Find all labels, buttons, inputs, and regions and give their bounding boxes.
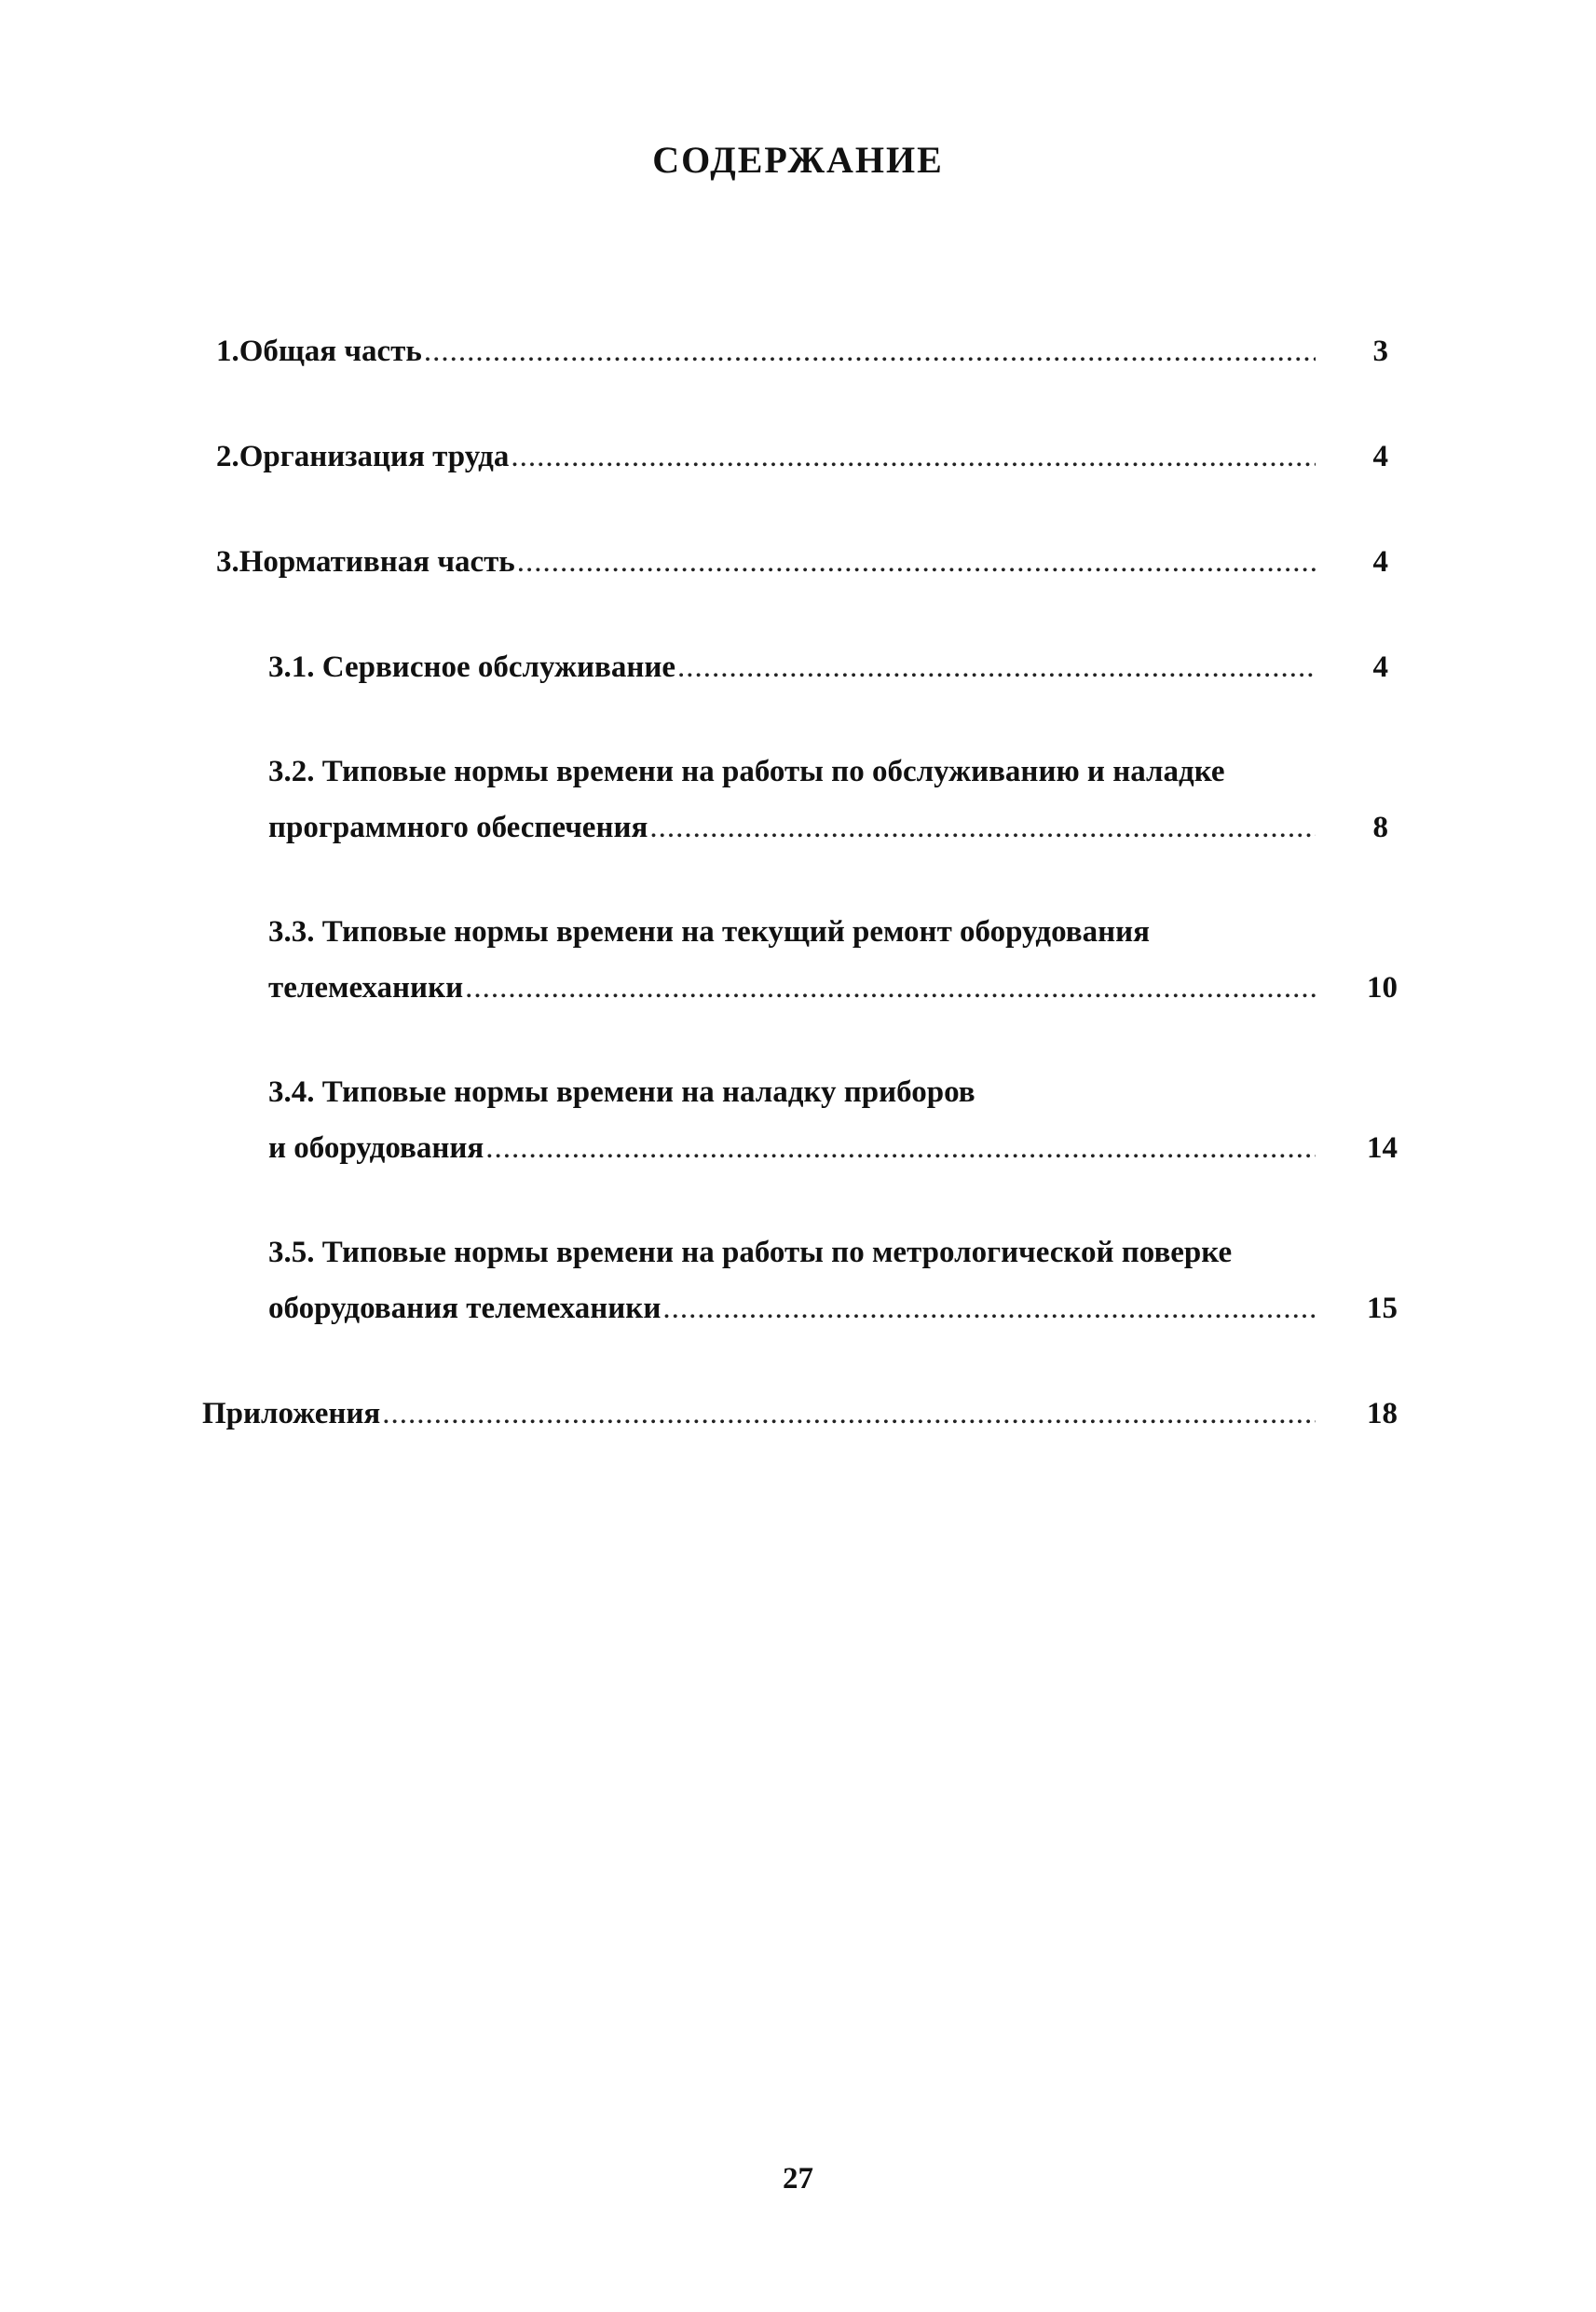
- toc-entry-appendix: [202, 1395, 1316, 1432]
- toc-entry-page: 4: [1372, 440, 1388, 473]
- toc-entry-1: [216, 333, 1316, 370]
- toc-entry-title: Организация труда: [239, 440, 510, 473]
- toc-entry-3-3: [268, 969, 1316, 1006]
- toc-entry-3-5-line1: 3.5. Типовые нормы времени на работы по метрологической поверке: [268, 1236, 1233, 1269]
- toc-entry-number: 1.: [216, 335, 239, 368]
- toc-entry-page: 10: [1367, 971, 1398, 1005]
- toc-entry-title: программного обеспечения: [268, 811, 648, 844]
- toc-entry-3: [216, 543, 1316, 581]
- toc-entry-3-4-line1: 3.4. Типовые нормы времени на наладку приборов: [268, 1075, 975, 1109]
- toc-entry-3-5: [268, 1290, 1316, 1327]
- toc-entry-3-4: [268, 1129, 1316, 1167]
- toc-entry-page: 3: [1372, 335, 1388, 368]
- toc-entry-3-1: [268, 649, 1316, 686]
- toc-entry-title: 3.1. Сервисное обслуживание: [268, 650, 676, 684]
- toc-entry-page: 8: [1372, 811, 1388, 844]
- toc-entry-page: 4: [1372, 650, 1388, 684]
- toc-entry-page: 15: [1367, 1292, 1398, 1325]
- toc-entry-3-2-line1: 3.2. Типовые нормы времени на работы по обслуживанию и наладке: [268, 755, 1225, 788]
- toc-entry-page: 14: [1367, 1131, 1398, 1165]
- toc-leader-dots: [662, 1290, 1316, 1327]
- toc-leader-dots: [649, 809, 1316, 846]
- page-title: СОДЕРЖАНИЕ: [652, 139, 944, 181]
- toc-entry-title: оборудования телемеханики: [268, 1292, 662, 1325]
- toc-leader-dots: [465, 969, 1316, 1006]
- toc-leader-dots: [485, 1129, 1316, 1167]
- toc-entry-number: 2.: [216, 440, 239, 473]
- page-number: 27: [783, 2162, 813, 2196]
- toc-entry-number: 3.: [216, 545, 239, 579]
- toc-entry-page: 4: [1372, 545, 1388, 579]
- toc-entry-title: Нормативная часть: [239, 545, 515, 579]
- toc-entry-page: 18: [1367, 1397, 1398, 1430]
- toc-leader-dots: [424, 333, 1316, 370]
- toc-leader-dots: [517, 543, 1316, 581]
- toc-entry-title: Общая часть: [239, 335, 422, 368]
- toc-entry-3-3-line1: 3.3. Типовые нормы времени на текущий ремонт оборудования: [268, 915, 1151, 949]
- toc-entry-title: Приложения: [202, 1397, 381, 1430]
- toc-entry-2: [216, 438, 1316, 475]
- toc-leader-dots: [677, 649, 1316, 686]
- toc-entry-title: телемеханики: [268, 971, 464, 1005]
- toc-entry-3-2: [268, 809, 1316, 846]
- toc-entry-title: и оборудования: [268, 1131, 484, 1165]
- toc-leader-dots: [511, 438, 1316, 475]
- toc-leader-dots: [382, 1395, 1316, 1432]
